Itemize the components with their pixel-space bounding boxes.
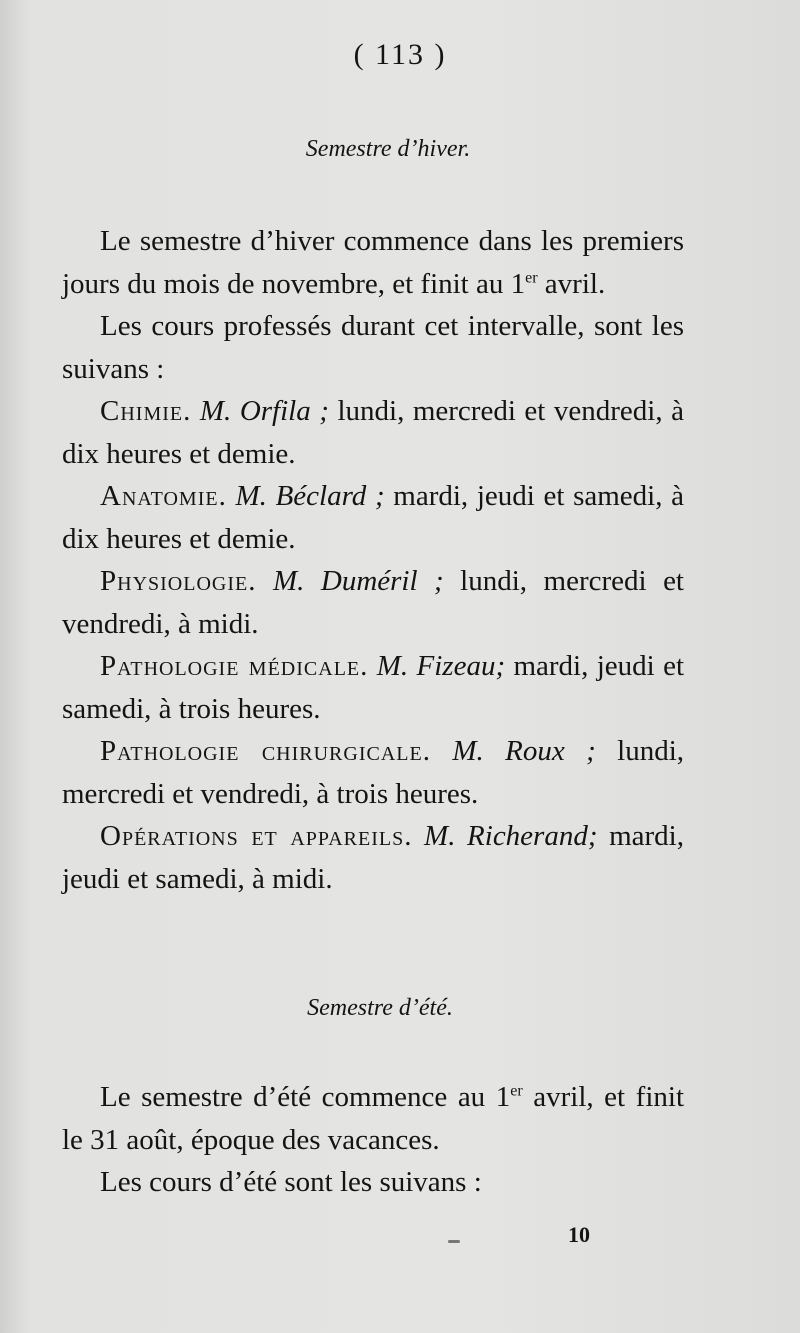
course-entry bbox=[62, 815, 684, 900]
course-subject: Anatomie. bbox=[100, 480, 227, 512]
course-schedule: mardi, jeudi et samedi, à midi. bbox=[62, 820, 684, 895]
course-schedule: mardi, jeudi et samedi, à trois heures. bbox=[62, 650, 685, 725]
summer-intro-paragraph bbox=[62, 1076, 684, 1161]
course-entry bbox=[62, 645, 684, 730]
course-schedule: lundi, mercredi et vendredi, à dix heures et demie. bbox=[62, 395, 684, 470]
course-professor: M. Roux ; bbox=[452, 735, 596, 767]
summer-intro-text-end: avril, et finit le 31 août, époque des vacances. bbox=[62, 1081, 684, 1156]
course-professor: M. Orfila ; bbox=[199, 395, 329, 427]
course-professor: M. Duméril ; bbox=[272, 565, 444, 597]
course-subject: Physiologie. bbox=[100, 565, 257, 597]
course-professor: M. Béclard ; bbox=[235, 480, 385, 512]
course-entry bbox=[62, 475, 684, 560]
summer-intro-text: Le semestre d’été commence au 1 bbox=[100, 1081, 511, 1113]
page-number: ( 113 ) bbox=[353, 38, 447, 71]
course-subject: Chimie. bbox=[100, 395, 192, 427]
course-entry bbox=[62, 560, 684, 645]
course-schedule: lundi, mercredi et vendredi, à trois heures. bbox=[62, 735, 685, 810]
winter-intro-text-end: avril. bbox=[537, 267, 606, 300]
course-entry bbox=[62, 390, 684, 475]
winter-semester-title: Semestre d’hiver. bbox=[305, 136, 471, 162]
summer-semester-title: Semestre d’été. bbox=[307, 995, 453, 1021]
course-schedule: lundi, mercredi et vendredi, à midi. bbox=[62, 565, 684, 640]
course-professor: M. Richerand; bbox=[424, 820, 598, 852]
summer-courses-intro: Les cours d’été sont les suivans : bbox=[100, 1166, 482, 1198]
course-subject: Opérations et appareils. bbox=[100, 820, 413, 852]
course-schedule: mardi, jeudi et samedi, à dix heures et demie. bbox=[62, 480, 685, 555]
course-entry bbox=[62, 730, 684, 815]
course-subject: Pathologie chirurgicale. bbox=[100, 735, 431, 767]
course-professor: M. Fizeau; bbox=[376, 650, 506, 682]
summer-intro-ordinal: er bbox=[510, 1082, 523, 1100]
winter-intro-ordinal: er bbox=[525, 268, 538, 286]
summer-body bbox=[62, 1076, 684, 1204]
ink-smudge bbox=[448, 1240, 460, 1243]
winter-intro-text: Le semestre d’hiver commence dans les premiers jours du mois de novembre, et finit au 1 bbox=[62, 225, 684, 300]
winter-intro-paragraph bbox=[62, 220, 684, 305]
winter-courses-intro: Les cours professés durant cet intervalle, sont les suivans : bbox=[62, 310, 684, 385]
course-subject: Pathologie médicale. bbox=[100, 650, 369, 682]
winter-body bbox=[62, 220, 684, 900]
signature-mark: 10 bbox=[568, 1222, 590, 1247]
